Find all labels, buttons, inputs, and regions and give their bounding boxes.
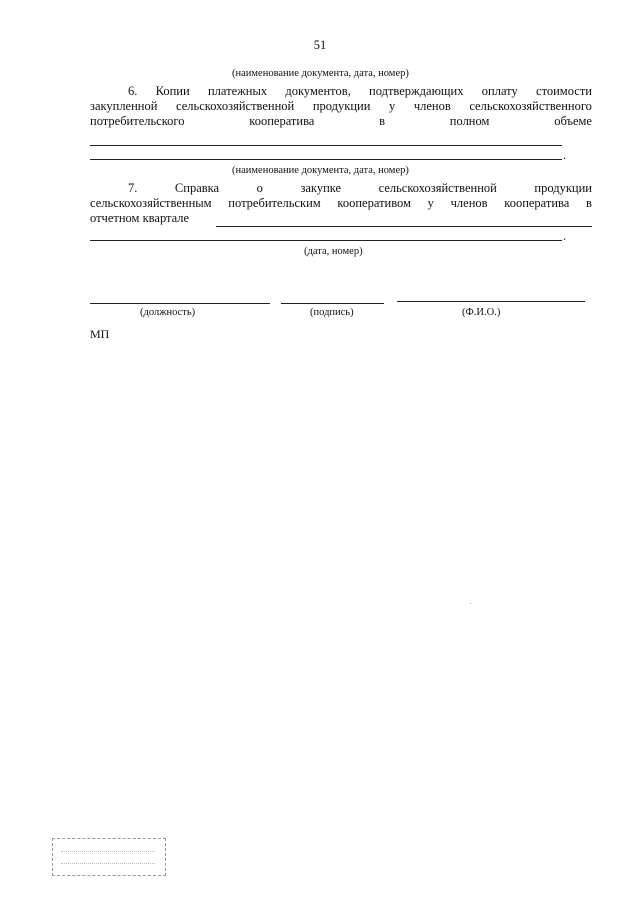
item-7-line-3 [90, 211, 592, 226]
page-number: 51 [313, 38, 327, 52]
word: закупленной [90, 99, 158, 113]
word: стоимости [536, 84, 592, 98]
item-6-period: . [563, 148, 567, 162]
stamp-label: МП [90, 327, 110, 341]
word: о [256, 181, 263, 195]
word: у [389, 99, 396, 113]
word: потребительским [228, 196, 321, 210]
caption-document-name-top: (наименование документа, дата, номер) [232, 68, 409, 79]
item-7-reporting-quarter-label: отчетном квартале [90, 211, 190, 225]
word: документов, [285, 84, 351, 98]
word: подтверждающих [369, 84, 464, 98]
caption-position: (должность) [140, 307, 196, 318]
fio-line[interactable] [397, 301, 585, 302]
item-6-number: 6. [128, 84, 138, 98]
word: Копии [155, 84, 190, 98]
word: кооператива [249, 114, 315, 128]
scan-speck [470, 603, 471, 604]
word: полном [449, 114, 490, 128]
item-7-blank-line-1[interactable] [216, 226, 592, 227]
word: кооперативом [337, 196, 411, 210]
item-7-line-2 [90, 196, 592, 211]
item-7-blank-line-2[interactable] [90, 240, 562, 241]
word: закупке [300, 181, 342, 195]
word: в [379, 114, 386, 128]
item-6-line-3 [90, 114, 592, 129]
caption-document-name-item-6: (наименование документа, дата, номер) [232, 165, 409, 176]
item-6-line-1 [90, 84, 592, 99]
word: продукции [312, 99, 371, 113]
word: платежных [207, 84, 268, 98]
word: сельскохозяйственным [90, 196, 212, 210]
word: кооператива [504, 196, 570, 210]
word: сельскохозяйственной [176, 99, 295, 113]
item-7-number: 7. [128, 181, 138, 195]
word: сельскохозяйственной [378, 181, 497, 195]
word: потребительского [90, 114, 185, 128]
word: сельскохозяйственного [469, 99, 592, 113]
signature-line[interactable] [281, 303, 384, 304]
word: в [586, 196, 592, 210]
word: Справка [174, 181, 220, 195]
word: объеме [554, 114, 592, 128]
word: членов [413, 99, 451, 113]
item-6-blank-line-1[interactable] [90, 145, 562, 146]
item-7-line-1 [90, 181, 592, 196]
faint-stamp-image [52, 838, 166, 876]
item-6-text [90, 84, 592, 129]
item-6-line-2 [90, 99, 592, 114]
word: членов [450, 196, 488, 210]
item-7-period: . [563, 229, 567, 243]
word: продукции [534, 181, 592, 195]
position-line[interactable] [90, 303, 270, 304]
word: у [427, 196, 434, 210]
caption-fio: (Ф.И.О.) [462, 307, 501, 318]
caption-signature: (подпись) [310, 307, 354, 318]
item-6-blank-line-2[interactable] [90, 159, 562, 160]
caption-date-number: (дата, номер) [304, 246, 363, 257]
word: оплату [481, 84, 518, 98]
item-7-text [90, 181, 592, 226]
